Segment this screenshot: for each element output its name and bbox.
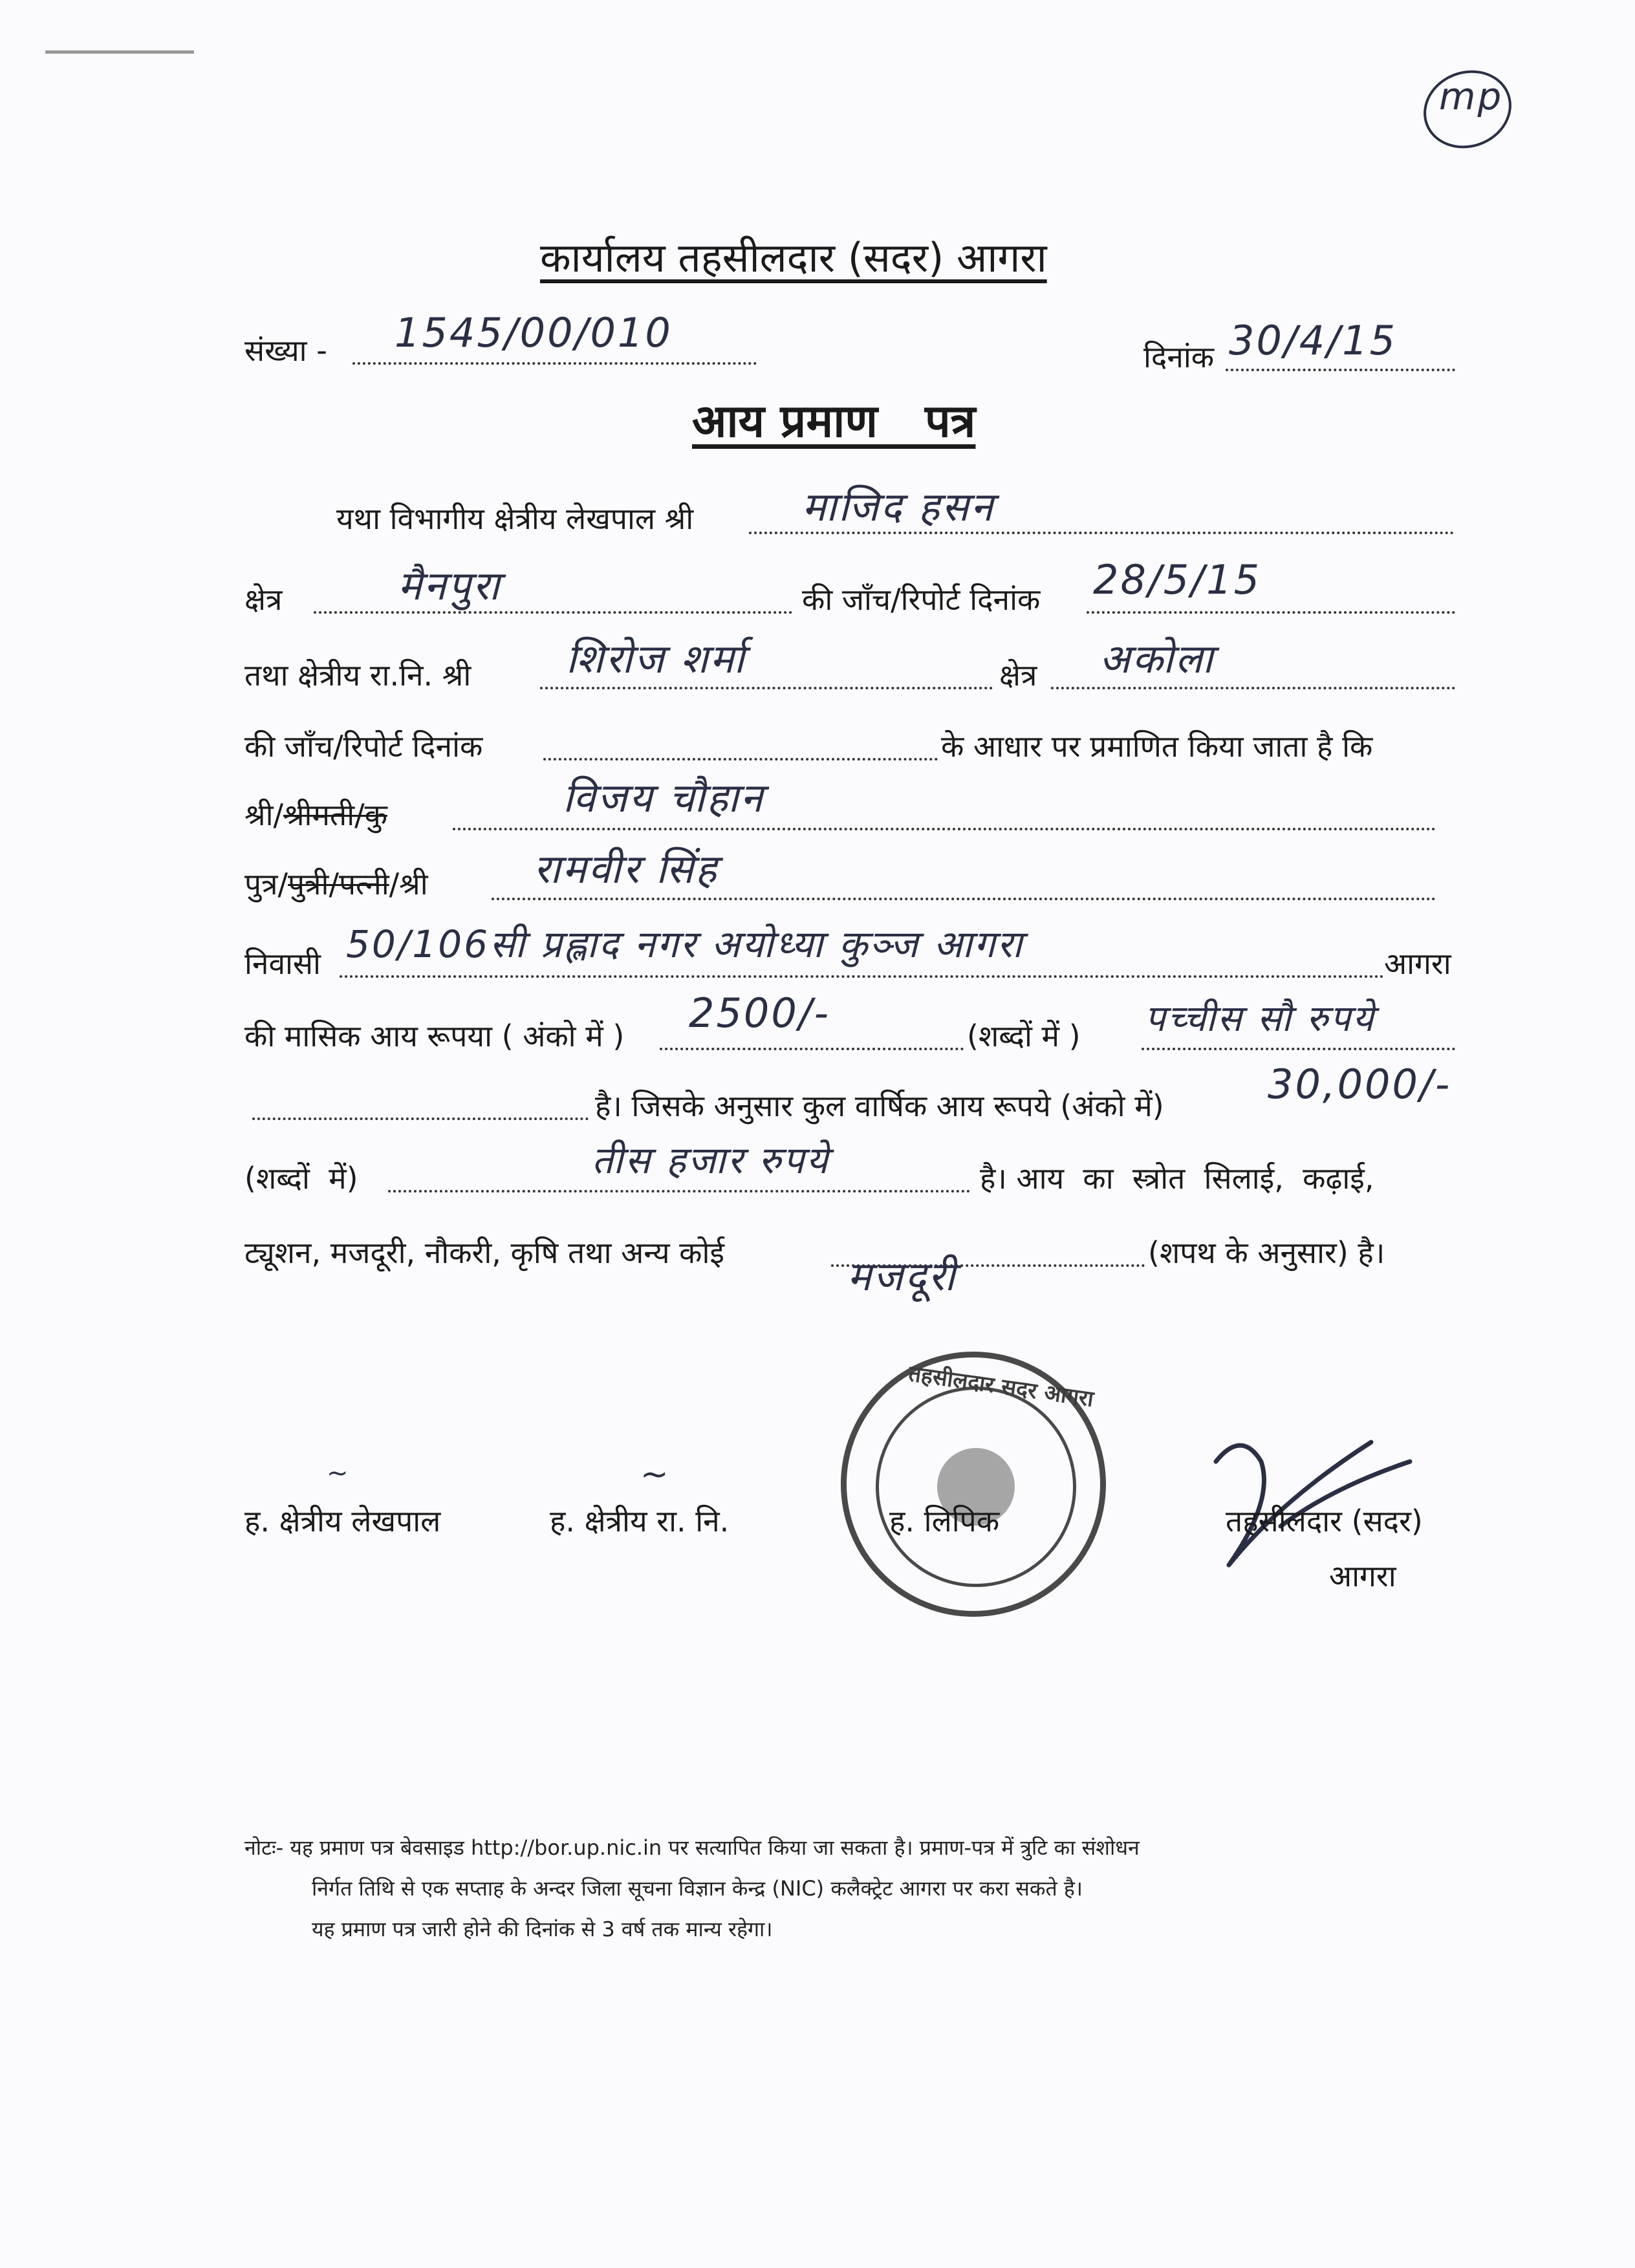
line8-label-monthly: की मासिक आय रूपया ( अंको में ) bbox=[244, 1019, 625, 1053]
line7-address-value: 50/106सी प्रह्लाद नगर अयोध्या कुञ्ज आगरा bbox=[346, 922, 1024, 966]
date-dots bbox=[1226, 369, 1455, 371]
line8-dots-b bbox=[1142, 1048, 1455, 1050]
line8-label-words: (शब्दों में ) bbox=[967, 1019, 1081, 1053]
line9-dots-a bbox=[252, 1118, 589, 1120]
line8-monthly-words: पच्चीस सौ रुपये bbox=[1145, 998, 1376, 1040]
line2-label-area: क्षेत्र bbox=[244, 582, 283, 617]
document-title: आय प्रमाण पत्र bbox=[692, 394, 976, 448]
line11-label-options: ट्यूशन, मजदूरी, नौकरी, कृषि तथा अन्य कोई bbox=[244, 1235, 724, 1270]
line10-label-words: (शब्दों में) bbox=[244, 1161, 358, 1196]
line3-dots-a bbox=[540, 687, 993, 689]
date-label: दिनांक bbox=[1143, 340, 1215, 374]
lipik-signature-label: ह. लिपिक bbox=[889, 1504, 1000, 1539]
line10-label-source: है। आय का स्त्रोत सिलाई, कढ़ाई, bbox=[980, 1161, 1374, 1196]
line6-label-shri: /श्री bbox=[389, 867, 428, 902]
line4-dots bbox=[543, 758, 938, 761]
line6-father-value: रामवीर सिंह bbox=[534, 845, 719, 892]
line2-report-date: 28/5/15 bbox=[1093, 556, 1262, 603]
line2-label-report: की जाँच/रिपोर्ट दिनांक bbox=[802, 582, 1041, 617]
line6-label-struck: पुत्री/पत्नी bbox=[288, 867, 389, 902]
line7-label-agra: आगरा bbox=[1384, 946, 1451, 981]
line11-source-value: मजदूरी bbox=[847, 1253, 957, 1300]
note-line-3: यह प्रमाण पत्र जारी होने की दिनांक से 3 वर्ष तक मान्य रहेगा। bbox=[312, 1917, 773, 1941]
number-dots bbox=[352, 362, 757, 365]
note-line-1: नोटः- यह प्रमाण पत्र बेवसाइड http://bor.up.nic.in पर सत्यापित किया जा सकता है। प्रमाण-पत्र में त्रुटि का संशोधन bbox=[244, 1835, 1140, 1860]
rani-initial-icon: ~ bbox=[640, 1455, 671, 1494]
line6-label bbox=[244, 863, 428, 903]
date-value: 30/4/15 bbox=[1229, 317, 1398, 364]
line4-label-report: की जाँच/रिपोर्ट दिनांक bbox=[244, 729, 483, 764]
tehsildar-place-label: आगरा bbox=[1329, 1559, 1396, 1593]
tehsildar-signature-label: तहसीलदार (सदर) bbox=[1226, 1504, 1423, 1539]
corner-initials: mp bbox=[1439, 74, 1504, 118]
rani-signature-label: ह. क्षेत्रीय रा. नि. bbox=[550, 1504, 730, 1539]
line3-area-value: अकोला bbox=[1099, 635, 1215, 682]
line7-label-resident: निवासी bbox=[244, 946, 321, 981]
line2-area-value: मैनपुरा bbox=[398, 562, 502, 609]
lekhpal-signature-label: ह. क्षेत्रीय लेखपाल bbox=[244, 1504, 441, 1539]
line2-dots-b bbox=[1087, 611, 1455, 614]
line5-label-shri: श्री/ bbox=[244, 797, 283, 832]
office-seal bbox=[841, 1352, 1106, 1617]
line8-monthly-amount: 2500/- bbox=[689, 989, 831, 1037]
line1-label: यथा विभागीय क्षेत्रीय लेखपाल श्री bbox=[336, 501, 694, 536]
lekhpal-initial-icon: ~ bbox=[327, 1458, 351, 1488]
line5-label bbox=[244, 794, 387, 834]
line6-dots bbox=[492, 898, 1436, 900]
note-line-2: निर्गत तिथि से एक सप्ताह के अन्दर जिला सूचना विज्ञान केन्द्र (NIC) कलैक्ट्रेट आगरा पर करा सकते है। bbox=[312, 1876, 1083, 1901]
line4-label-certify: के आधार पर प्रमाणित किया जाता है कि bbox=[941, 729, 1373, 764]
line10-dots bbox=[388, 1190, 970, 1193]
line5-dots bbox=[453, 828, 1436, 830]
line2-dots-a bbox=[314, 611, 792, 614]
line3-label-area: क्षेत्र bbox=[999, 658, 1037, 693]
line7-dots bbox=[340, 975, 1384, 978]
line3-label-rani: तथा क्षेत्रीय रा.नि. श्री bbox=[244, 658, 471, 693]
number-value: 1545/00/010 bbox=[395, 309, 673, 356]
line5-label-struck: श्रीमती/कु bbox=[283, 797, 387, 832]
line11-label-oath: (शपथ के अनुसार) है। bbox=[1148, 1235, 1385, 1270]
line10-annual-words: तीस हजार रुपये bbox=[592, 1138, 830, 1182]
line5-name-value: विजय चौहान bbox=[563, 774, 765, 821]
line3-rani-value: शिरोज शर्मा bbox=[566, 635, 746, 682]
line3-dots-b bbox=[1051, 687, 1455, 689]
office-title: कार्यालय तहसीलदार (सदर) आगरा bbox=[540, 234, 1047, 281]
scan-mark bbox=[45, 50, 194, 54]
number-label: संख्या - bbox=[244, 333, 327, 368]
line9-annual-amount: 30,000/- bbox=[1268, 1061, 1452, 1108]
line8-dots-a bbox=[660, 1048, 964, 1050]
line9-label: है। जिसके अनुसार कुल वार्षिक आय रूपये (अंको में) bbox=[595, 1088, 1164, 1123]
seal-text: तहसीलदार सदर आगरा bbox=[907, 1361, 1096, 1412]
line1-value: माजिद हसन bbox=[802, 483, 995, 530]
line6-label-son: पुत्र/ bbox=[244, 867, 288, 902]
